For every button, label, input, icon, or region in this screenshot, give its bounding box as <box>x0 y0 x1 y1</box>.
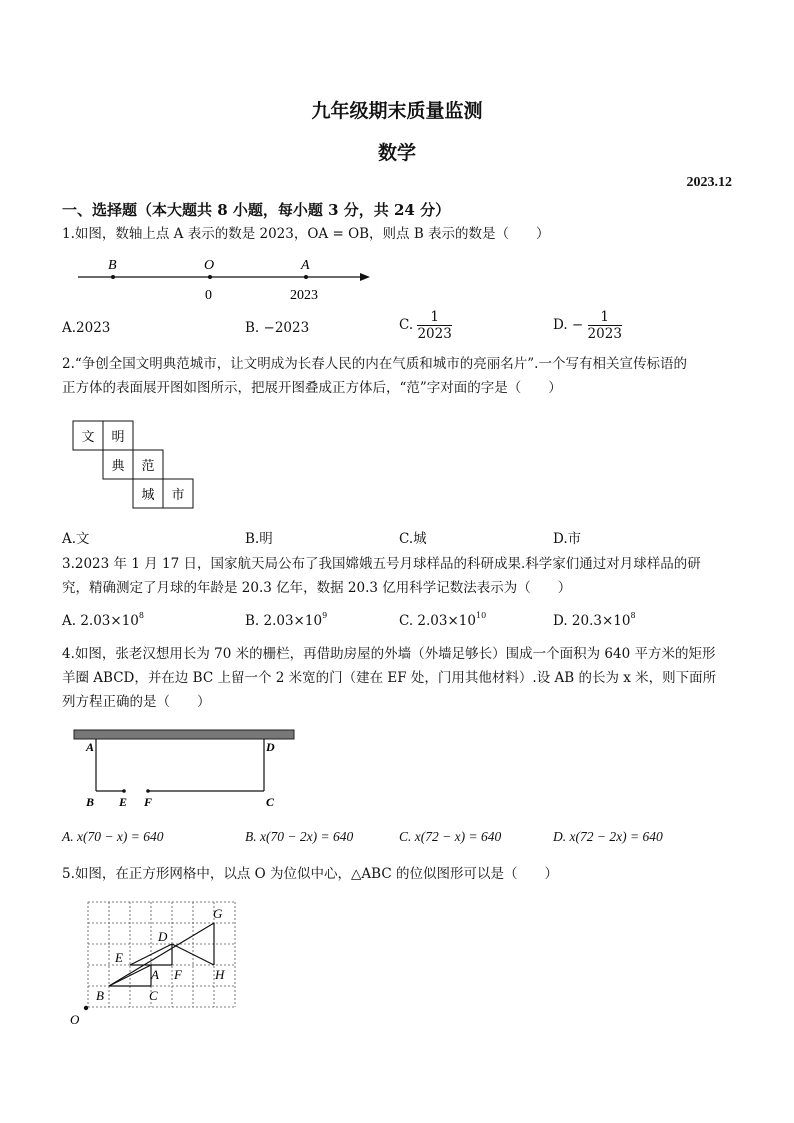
q2-line1: 2.“争创全国文明典范城市，让文明成为长春人民的内在气质和城市的亮丽名片”.一个写有相关宣传标语的 <box>62 356 687 372</box>
q1-option-c-prefix: C. <box>399 317 414 333</box>
q2-option-d: D.市 <box>553 531 582 547</box>
exam-date: 2023.12 <box>686 175 732 190</box>
net-cell-text: 城 <box>141 487 155 502</box>
tick-2023: 2023 <box>290 288 318 303</box>
exponent: 10 <box>475 611 487 620</box>
q4-option-c: C. x(72 − x) = 640 <box>399 829 502 844</box>
q1-option-d-fraction <box>588 309 622 342</box>
label-e: E <box>119 795 128 809</box>
label-c: C <box>149 988 158 1003</box>
net-cell-text: 典 <box>111 458 125 473</box>
label-o: O <box>204 258 215 273</box>
tick-zero: 0 <box>205 288 212 303</box>
q5-grid-diagram <box>68 896 248 1028</box>
exponent: 8 <box>630 611 636 620</box>
label-f: F <box>174 967 182 982</box>
q4-pen-diagram <box>72 726 298 812</box>
net-cell-text: 市 <box>171 487 185 502</box>
label-h: H <box>215 967 225 982</box>
fraction-denominator: 2023 <box>417 326 452 342</box>
net-cell-text: 范 <box>141 458 155 473</box>
house-wall <box>74 730 294 739</box>
axis-arrow-icon <box>360 273 370 281</box>
q3-option-d <box>553 611 636 629</box>
option-text: C. 2.03×10 <box>399 613 476 629</box>
label-b: B <box>108 258 117 273</box>
q3-line2: 究，精确测定了月球的年龄是 20.3 亿年，数据 20.3 亿用科学记数法表示为（ ） <box>62 580 572 596</box>
fraction-numerator: 1 <box>588 309 622 326</box>
point-b <box>111 275 115 279</box>
point-e <box>122 789 126 793</box>
label-d: D <box>158 929 168 944</box>
label-e: E <box>115 950 123 965</box>
exponent: 9 <box>322 611 328 620</box>
q5-stem: 5.如图，在正方形网格中，以点 O 为位似中心，△ABC 的位似图形可以是（ ） <box>62 866 558 882</box>
label-a: A <box>301 258 310 273</box>
q2-option-a: A.文 <box>62 531 90 547</box>
exponent: 8 <box>138 611 144 620</box>
q3-option-b <box>245 611 327 629</box>
label-g: G <box>213 906 223 921</box>
q1-option-b: B. −2023 <box>245 320 310 336</box>
q3-option-a <box>62 611 144 629</box>
q2-line2: 正方体的表面展开图如图所示，把展开图叠成正方体后，“范”字对面的字是（ ） <box>62 380 562 396</box>
q1-option-a: A.2023 <box>62 320 111 336</box>
label-a: A <box>86 740 95 754</box>
option-text: D. 20.3×10 <box>553 613 631 629</box>
fraction-numerator: 1 <box>417 309 451 326</box>
label-d: D <box>266 740 275 754</box>
q2-cube-net <box>72 420 196 510</box>
option-text: A. 2.03×10 <box>62 613 139 629</box>
label-c: C <box>266 795 275 809</box>
q4-line1: 4.如图，张老汉想用长为 70 米的栅栏，再借助房屋的外墙（外墙足够长）围成一个面积为 640 平方米的矩形 <box>62 646 716 662</box>
net-cell-text: 文 <box>81 429 95 444</box>
q1-number-line <box>70 250 380 308</box>
label-f: F <box>144 795 153 809</box>
point-o <box>84 1006 88 1010</box>
label-b: B <box>96 988 104 1003</box>
q1-option-d-prefix: D. − <box>553 317 584 333</box>
q4-option-b: B. x(70 − 2x) = 640 <box>245 829 354 844</box>
point-a <box>304 275 308 279</box>
net-cell-text: 明 <box>111 429 125 444</box>
label-o: O <box>70 1012 80 1027</box>
q1-option-d <box>553 309 622 342</box>
q2-option-c: C.城 <box>399 531 427 547</box>
q2-option-b: B.明 <box>245 531 273 547</box>
q3-option-c <box>399 611 486 629</box>
q1-stem: 1.如图，数轴上点 A 表示的数是 2023，OA = OB，则点 B 表示的数是（ ） <box>62 226 550 242</box>
q4-line3: 列方程正确的是（ ） <box>62 694 211 710</box>
q4-line2: 羊圈 ABCD，并在边 BC 上留一个 2 米宽的门（建在 EF 处，门用其他材料）.设 AB 的长为 x 米，则下面所 <box>62 670 717 686</box>
section-heading: 一、选择题（本大题共 8 小题，每小题 3 分，共 24 分） <box>62 201 451 219</box>
label-b: B <box>86 795 95 809</box>
q4-option-a: A. x(70 − x) = 640 <box>62 829 164 844</box>
point-f <box>146 789 150 793</box>
q4-option-d: D. x(72 − 2x) = 640 <box>553 829 663 844</box>
option-text: B. 2.03×10 <box>245 613 323 629</box>
label-a: A <box>151 967 159 982</box>
q3-line1: 3.2023 年 1 月 17 日，国家航天局公布了我国嫦娥五号月球样品的科研成果.科学家们通过对月球样品的研 <box>62 556 701 572</box>
page-title: 九年级期末质量监测 <box>311 100 483 122</box>
subject-title: 数学 <box>377 142 416 164</box>
q1-option-c-fraction <box>417 309 451 342</box>
fraction-denominator: 2023 <box>587 326 622 342</box>
point-o <box>208 275 212 279</box>
q1-option-c <box>399 309 452 342</box>
